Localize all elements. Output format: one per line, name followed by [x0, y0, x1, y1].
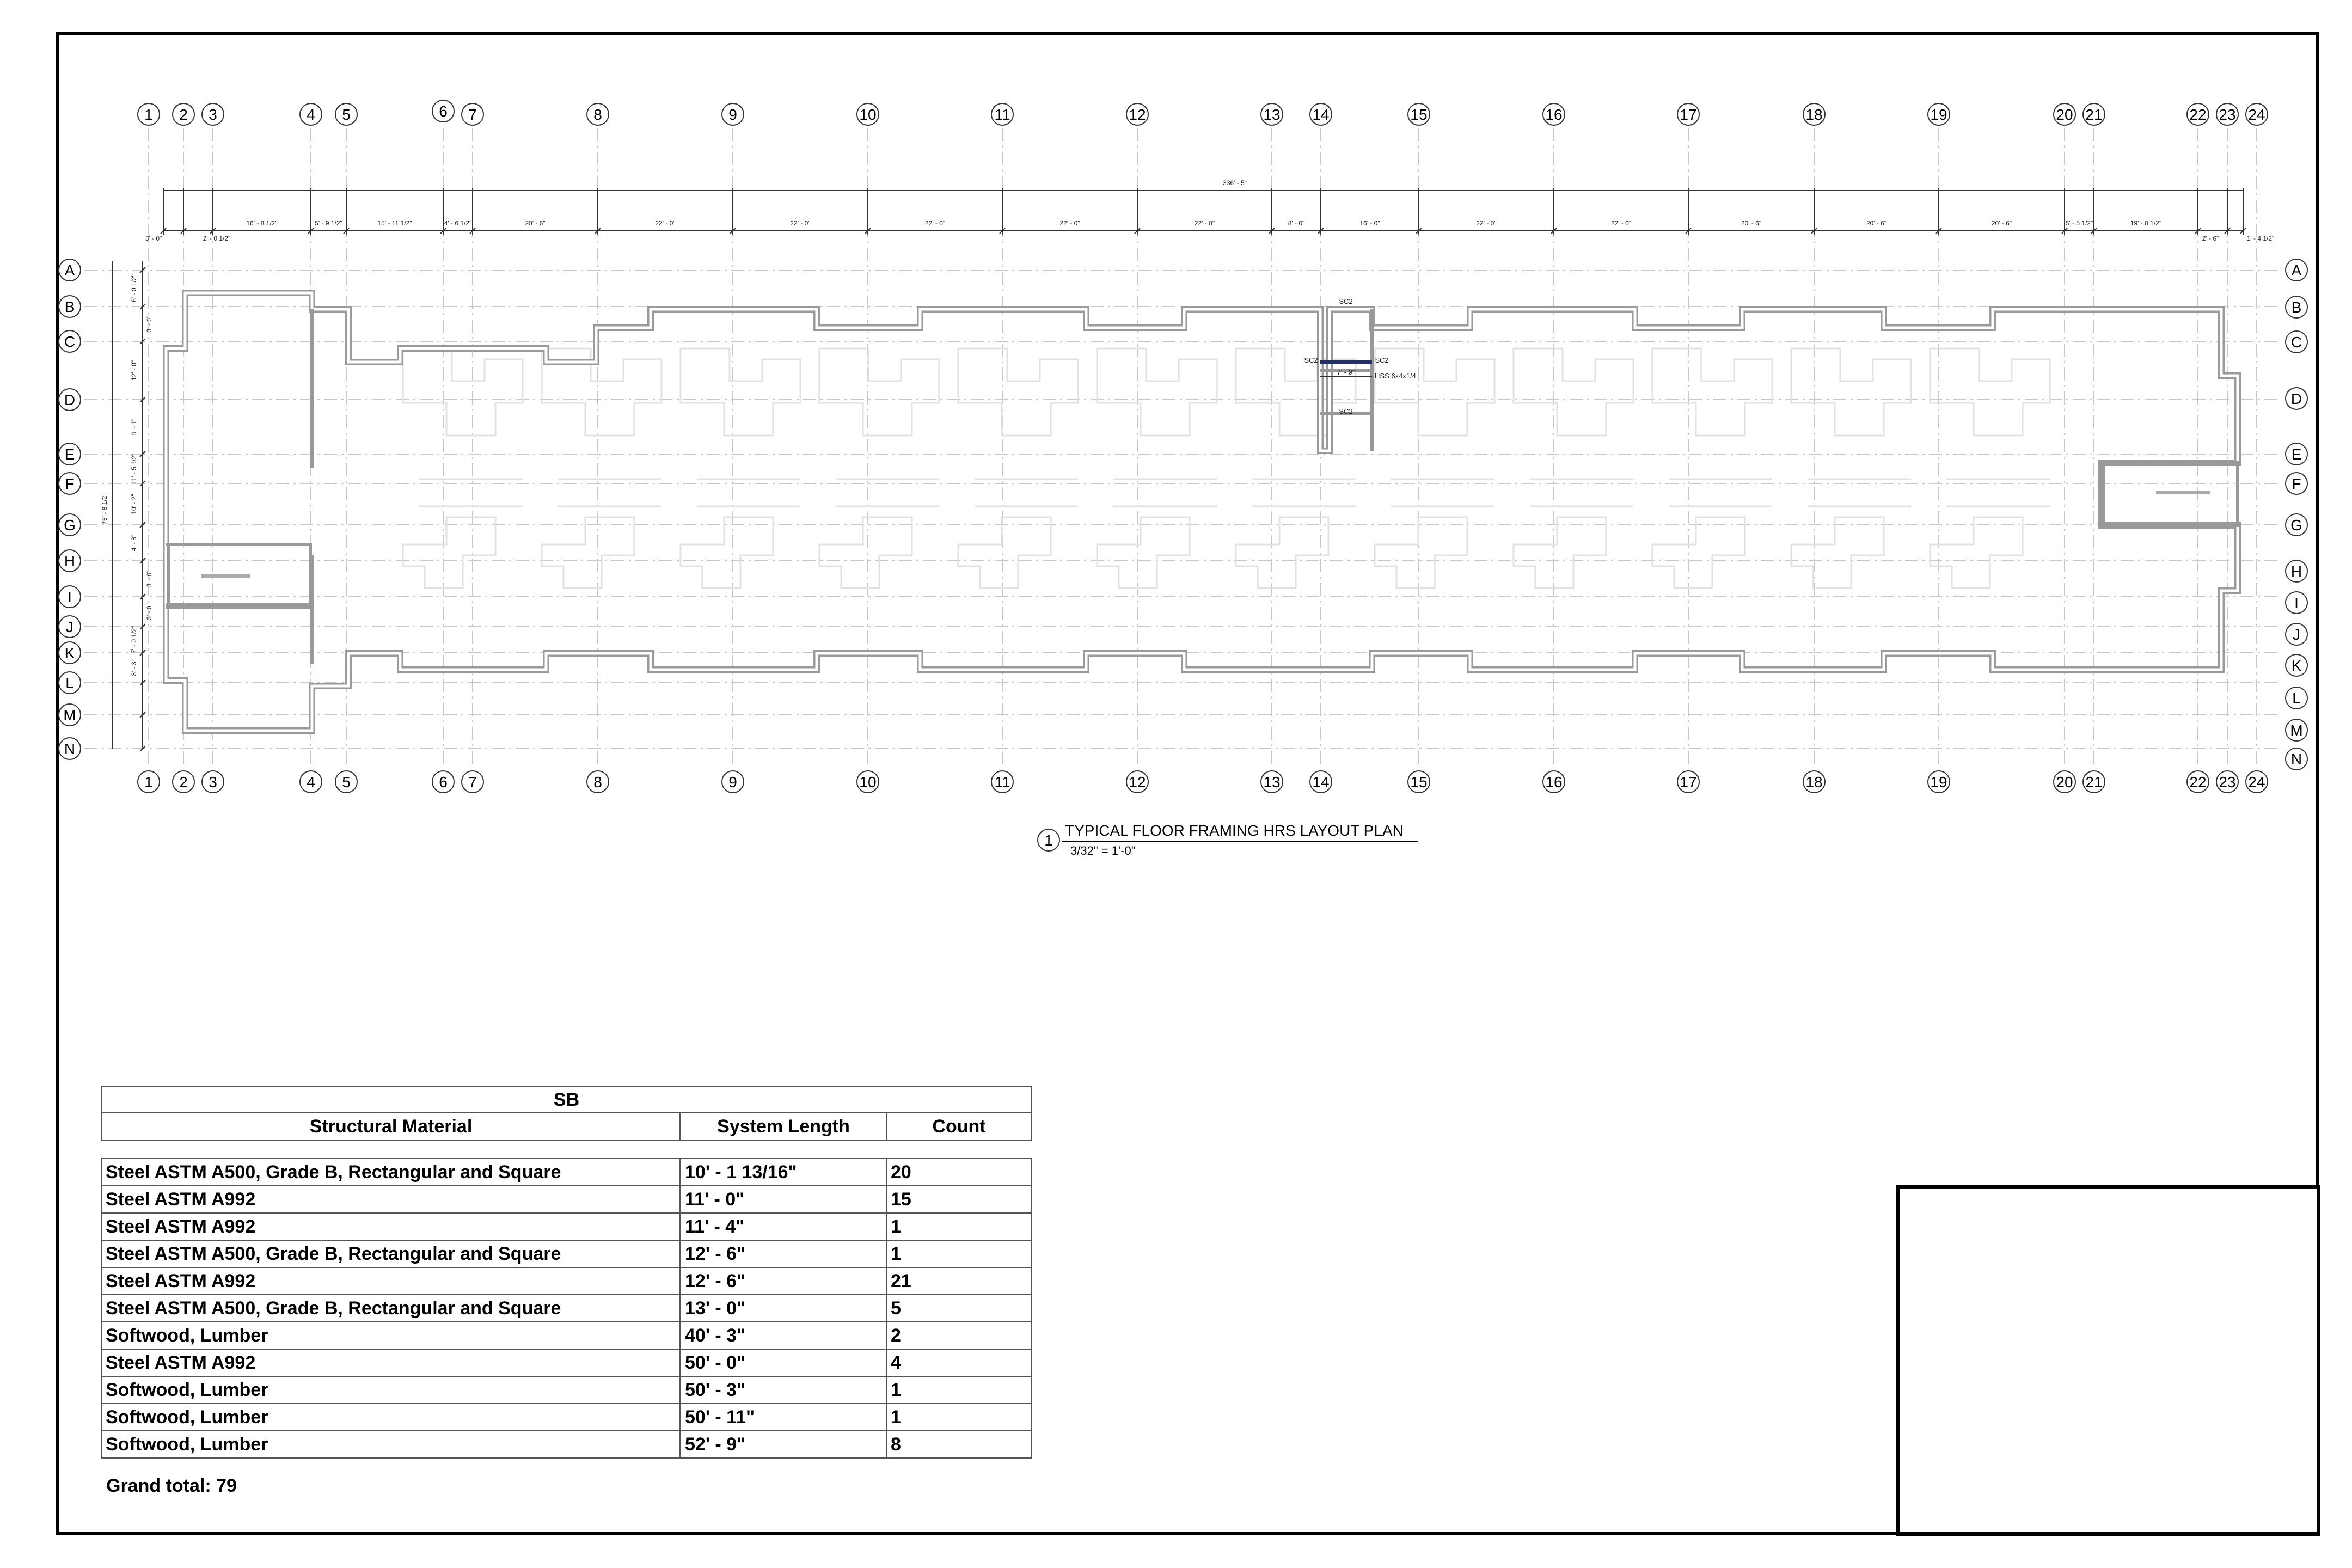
- unit-outline: [1791, 517, 1884, 588]
- grid-bubble-right-L: [2286, 687, 2307, 709]
- grid-bubble-label: A: [64, 262, 75, 279]
- table-row: [102, 1322, 1031, 1349]
- grid-bubble-right-C: [2286, 331, 2307, 353]
- view-scale-text: 3/32" = 1'-0": [1070, 844, 1136, 857]
- dimension-text: 22' - 0": [1059, 219, 1080, 227]
- grid-bubble-label: 20: [2056, 774, 2073, 791]
- grid-bubble-bottom-5: [335, 771, 357, 793]
- dimension-text: 9' - 1": [130, 418, 138, 436]
- grid-bubble-bottom-3: [202, 771, 224, 793]
- dimension-text: 20' - 6": [1866, 219, 1887, 227]
- grid-bubble-label: F: [65, 475, 75, 492]
- grid-bubble-label: 13: [1263, 106, 1281, 123]
- material-cell: Softwood, Lumber: [102, 1404, 680, 1431]
- grid-bubble-left-L: [59, 672, 81, 694]
- grid-bubble-top-11: [991, 103, 1013, 125]
- grid-bubble-label: D: [2290, 390, 2302, 407]
- grid-bubble-right-B: [2286, 296, 2307, 318]
- dimension-text: 3' - 3": [130, 659, 138, 676]
- length-cell: 12' - 6": [680, 1240, 887, 1267]
- grid-bubble-left-H: [59, 550, 81, 572]
- grid-bubble-left-M: [59, 704, 81, 726]
- grid-bubble-bottom-12: [1126, 771, 1148, 793]
- dimension-text: 22' - 0": [1476, 219, 1497, 227]
- grid-bubble-bottom-20: [2054, 771, 2075, 793]
- dimension-text: 19' - 0 1/2": [2130, 219, 2162, 227]
- count-cell: 8: [887, 1431, 1031, 1458]
- grid-bubble-top-19: [1928, 103, 1950, 125]
- grid-bubble-label: 3: [209, 774, 217, 791]
- grid-bubble-label: 12: [1129, 106, 1146, 123]
- grid-bubble-label: 15: [1410, 106, 1428, 123]
- grid-bubble-label: 21: [2085, 774, 2103, 791]
- grid-bubble-label: K: [64, 645, 75, 661]
- grid-bubble-top-14: [1310, 103, 1332, 125]
- grid-bubble-top-1: [138, 103, 160, 125]
- grid-bubble-top-6: [432, 100, 454, 122]
- unit-outline: [1514, 517, 1606, 588]
- count-cell: 20: [887, 1159, 1031, 1186]
- grid-bubble-bottom-14: [1310, 771, 1332, 793]
- grid-bubble-top-8: [587, 103, 609, 125]
- dimension-text: 20' - 6": [1741, 219, 1762, 227]
- dimension-text: 5' - 5 1/2": [2065, 219, 2093, 227]
- dimension-text: 4' - 6 1/2": [444, 219, 472, 227]
- unit-outline: [1930, 517, 2023, 588]
- grid-bubble-label: I: [2294, 595, 2299, 611]
- grid-bubble-label: 13: [1263, 774, 1281, 791]
- table-row: [102, 1404, 1031, 1431]
- material-cell: Steel ASTM A500, Grade B, Rectangular and Square: [102, 1240, 680, 1267]
- length-cell: 52' - 9": [680, 1431, 887, 1458]
- grid-bubble-right-K: [2286, 654, 2307, 676]
- unit-outline: [1236, 517, 1328, 588]
- dimension-text: 3' - 0": [145, 235, 162, 242]
- column-header-length: System Length: [680, 1113, 887, 1140]
- grid-bubble-top-9: [722, 103, 744, 125]
- unit-outline: [403, 348, 523, 436]
- material-cell: Softwood, Lumber: [102, 1322, 680, 1349]
- beam-tag: SC2: [1339, 297, 1353, 305]
- grid-bubble-label: 7: [468, 106, 477, 123]
- schedule-title-row: [102, 1087, 1031, 1113]
- count-cell: 4: [887, 1349, 1031, 1376]
- grid-bubble-label: 9: [728, 774, 737, 791]
- grid-bubble-top-10: [857, 103, 879, 125]
- table-row: [102, 1213, 1031, 1240]
- grid-bubble-label: 20: [2056, 106, 2073, 123]
- grid-bubble-label: 4: [307, 106, 315, 123]
- count-cell: 1: [887, 1376, 1031, 1404]
- grand-total: Grand total: 79: [106, 1475, 237, 1496]
- grid-bubble-bottom-13: [1261, 771, 1283, 793]
- table-row: [102, 1349, 1031, 1376]
- grid-bubble-bottom-21: [2083, 771, 2105, 793]
- unit-outline: [403, 517, 495, 588]
- material-cell: Softwood, Lumber: [102, 1431, 680, 1458]
- count-cell: 5: [887, 1295, 1031, 1322]
- table-row: [102, 1186, 1031, 1213]
- grid-bubble-label: 4: [307, 774, 315, 791]
- structural-material-schedule: [101, 1086, 1032, 1459]
- table-row: [102, 1431, 1031, 1458]
- column-header-count: Count: [887, 1113, 1031, 1140]
- grid-bubble-right-D: [2286, 388, 2307, 409]
- table-row: [102, 1240, 1031, 1267]
- grid-bubble-label: 10: [859, 774, 877, 791]
- dimension-text: 20' - 6": [525, 219, 546, 227]
- grid-bubble-left-E: [59, 443, 81, 465]
- grid-bubble-label: 16: [1545, 106, 1563, 123]
- grid-bubble-label: L: [65, 675, 74, 691]
- count-cell: 1: [887, 1213, 1031, 1240]
- unit-outline: [1097, 517, 1190, 588]
- grid-bubble-label: 23: [2219, 774, 2236, 791]
- unit-outline: [681, 517, 773, 588]
- grid-bubble-label: 19: [1930, 774, 1947, 791]
- grid-bubble-right-N: [2286, 748, 2307, 770]
- grid-bubble-top-2: [173, 103, 194, 125]
- grid-bubble-label: N: [64, 740, 76, 757]
- dimension-text: 10' - 2": [130, 494, 138, 514]
- grid-bubble-left-K: [59, 642, 81, 664]
- length-cell: 11' - 0": [680, 1186, 887, 1213]
- grid-bubble-top-24: [2246, 103, 2268, 125]
- grid-bubble-label: 2: [179, 774, 188, 791]
- interior-wall: [166, 309, 312, 664]
- grid-bubble-label: 18: [1805, 774, 1823, 791]
- grid-bubble-label: 24: [2248, 106, 2265, 123]
- grid-bubble-bottom-24: [2246, 771, 2268, 793]
- grid-bubble-bottom-8: [587, 771, 609, 793]
- dimension-text: 7' - 0 1/2": [130, 626, 138, 654]
- dimension-text: [101, 179, 2274, 676]
- grid-bubble-bottom-1: [138, 771, 160, 793]
- material-cell: Steel ASTM A500, Grade B, Rectangular and Square: [102, 1295, 680, 1322]
- dimension-text: 8' - 0": [1288, 219, 1305, 227]
- grid-bubble-label: G: [64, 517, 76, 534]
- grid-bubble-label: C: [64, 333, 76, 350]
- grid-bubble-bottom-17: [1677, 771, 1699, 793]
- table-row: [102, 1159, 1031, 1186]
- grid-bubble-right-E: [2286, 443, 2307, 465]
- unit-outline: [1375, 348, 1494, 436]
- grid-bubble-label: 6: [439, 774, 448, 791]
- grid-bubble-label: L: [2292, 690, 2301, 707]
- grid-bubble-label: 8: [593, 106, 602, 123]
- grid-bubble-left-B: [59, 296, 81, 317]
- grid-bubble-label: M: [2290, 722, 2303, 739]
- dimension-text: 16' - 8 1/2": [246, 219, 278, 227]
- unit-layout-background: [403, 348, 2050, 588]
- dimension-text: 3' - 0": [145, 315, 153, 333]
- unit-outline: [819, 348, 939, 436]
- grid-bubble-label: 10: [859, 106, 877, 123]
- grid-bubble-top-15: [1408, 103, 1430, 125]
- grid-bubble-bottom-6: [432, 771, 454, 793]
- unit-outline: [958, 517, 1051, 588]
- grid-bubble-label: I: [68, 589, 72, 605]
- count-cell: 21: [887, 1267, 1031, 1295]
- unit-outline: [1652, 517, 1745, 588]
- unit-outline: [1791, 348, 1911, 436]
- grid-bubble-label: 19: [1930, 106, 1947, 123]
- beam-tag: SC2: [1304, 356, 1318, 364]
- grid-bubble-label: H: [2290, 563, 2302, 580]
- grid-bubble-top-4: [300, 103, 322, 125]
- material-cell: Steel ASTM A992: [102, 1186, 680, 1213]
- dimension-text: 22' - 0": [1610, 219, 1632, 227]
- grid-bubble-label: 5: [342, 106, 351, 123]
- material-cell: Steel ASTM A992: [102, 1349, 680, 1376]
- grid-bubble-top-5: [335, 103, 357, 125]
- grid-bubble-bottom-18: [1803, 771, 1825, 793]
- material-cell: Steel ASTM A992: [102, 1213, 680, 1240]
- dimension-text: 6' - 0 1/2": [130, 274, 138, 302]
- grid-bubble-label: 1: [144, 106, 153, 123]
- dimension-text: 22' - 0": [655, 219, 676, 227]
- title-block: [1896, 1185, 2320, 1536]
- dimension-text: 12' - 0": [130, 360, 138, 381]
- grid-bubble-top-20: [2054, 103, 2075, 125]
- grid-bubble-label: 17: [1680, 106, 1697, 123]
- grid-bubble-label: B: [64, 298, 75, 315]
- grid-bubble-right-H: [2286, 560, 2307, 582]
- grid-bubble-label: F: [2292, 475, 2301, 492]
- material-cell: Softwood, Lumber: [102, 1376, 680, 1404]
- view-number: 1: [1044, 832, 1053, 849]
- table-row: [102, 1267, 1031, 1295]
- grid-bubble-top-16: [1543, 103, 1565, 125]
- unit-outline: [1514, 348, 1633, 436]
- overall-dimension-text: 336' - 5": [1223, 179, 1247, 187]
- grid-bubble-right-G: [2286, 514, 2307, 536]
- grid-bubble-left-C: [59, 330, 81, 352]
- grid-bubble-label: E: [2291, 446, 2302, 463]
- grid-bubble-left-G: [59, 514, 81, 536]
- grid-bubbles: [59, 100, 2307, 793]
- dimension-text: 20' - 6": [1991, 219, 2012, 227]
- material-cell: Steel ASTM A500, Grade B, Rectangular and Square: [102, 1159, 680, 1186]
- dimension-text: 16' - 0": [1359, 219, 1380, 227]
- grid-bubble-label: 2: [179, 106, 188, 123]
- grid-bubble-top-17: [1677, 103, 1699, 125]
- beam-tag: SC2: [1339, 407, 1353, 415]
- count-cell: 15: [887, 1186, 1031, 1213]
- grid-bubble-label: 22: [2189, 774, 2207, 791]
- beam-length-text: 7' - 9": [1337, 368, 1355, 376]
- grid-bubble-right-J: [2286, 623, 2307, 645]
- grid-bubble-label: B: [2291, 299, 2302, 316]
- grid-bubble-label: 5: [342, 774, 351, 791]
- grid-bubble-label: K: [2291, 657, 2302, 674]
- dimension-text: 11' - 5 1/2": [130, 453, 138, 485]
- grid-bubble-bottom-19: [1928, 771, 1950, 793]
- count-cell: 2: [887, 1322, 1031, 1349]
- grid-bubble-label: 22: [2189, 106, 2207, 123]
- grid-bubble-left-N: [59, 738, 81, 759]
- unit-outline: [1930, 348, 2050, 436]
- length-cell: 50' - 3": [680, 1376, 887, 1404]
- overall-vertical-dimension-text: 75' - 8 1/2": [101, 493, 108, 525]
- grid-bubble-label: 18: [1805, 106, 1823, 123]
- grid-bubble-bottom-23: [2216, 771, 2238, 793]
- grid-bubble-top-13: [1261, 103, 1283, 125]
- grid-bubble-label: J: [66, 618, 74, 635]
- grid-bubble-top-18: [1803, 103, 1825, 125]
- grid-bubble-label: E: [64, 446, 75, 463]
- grid-bubble-top-7: [462, 103, 483, 125]
- grid-bubble-left-J: [59, 616, 81, 638]
- dimension-text: 22' - 0": [790, 219, 811, 227]
- grid-bubble-label: 8: [593, 774, 602, 791]
- grid-bubble-label: 24: [2248, 774, 2265, 791]
- dimension-text: 15' - 11 1/2": [377, 219, 412, 227]
- grid-bubble-label: 16: [1545, 774, 1563, 791]
- grid-bubble-label: 15: [1410, 774, 1428, 791]
- grid-bubble-top-3: [202, 103, 224, 125]
- grid-bubble-bottom-2: [173, 771, 194, 793]
- grid-bubble-label: G: [2290, 517, 2302, 534]
- dimension-text: 22' - 0": [924, 219, 946, 227]
- dimension-text: 4' - 8": [130, 534, 138, 552]
- grid-bubble-label: 17: [1680, 774, 1697, 791]
- view-title: [1038, 822, 1418, 857]
- grid-bubble-label: 14: [1312, 106, 1330, 123]
- count-cell: 1: [887, 1240, 1031, 1267]
- length-cell: 50' - 11": [680, 1404, 887, 1431]
- grid-bubble-label: H: [64, 553, 76, 569]
- unit-outline: [1097, 348, 1217, 436]
- column-header-material: Structural Material: [102, 1113, 680, 1140]
- grid-bubble-label: 7: [468, 774, 477, 791]
- beam-tag: SC2: [1375, 356, 1389, 364]
- grid-bubble-bottom-16: [1543, 771, 1565, 793]
- grid-bubble-label: 6: [439, 103, 448, 120]
- grid-bubble-bottom-15: [1408, 771, 1430, 793]
- grid-bubble-label: 11: [994, 106, 1010, 123]
- schedule-title: SB: [102, 1087, 1031, 1113]
- grid-bubble-top-22: [2187, 103, 2209, 125]
- grid-bubble-top-23: [2216, 103, 2238, 125]
- view-title-text: TYPICAL FLOOR FRAMING HRS LAYOUT PLAN: [1065, 822, 1404, 839]
- grid-bubble-left-A: [59, 259, 81, 281]
- grid-bubble-right-F: [2286, 473, 2307, 494]
- dimension-text: 2' - 0 1/2": [203, 235, 231, 242]
- length-cell: 11' - 4": [680, 1213, 887, 1240]
- dimension-text: 2' - 6": [2202, 235, 2219, 242]
- grid-bubble-label: 1: [144, 774, 153, 791]
- unit-outline: [1375, 517, 1467, 588]
- material-cell: Steel ASTM A992: [102, 1267, 680, 1295]
- grid-bubble-right-I: [2286, 592, 2307, 614]
- beam-section-text: HSS 6x4x1/4: [1375, 372, 1416, 380]
- grid-bubble-label: 21: [2085, 106, 2103, 123]
- grid-bubble-left-F: [59, 473, 81, 494]
- grid-bubble-bottom-9: [722, 771, 744, 793]
- count-cell: 1: [887, 1404, 1031, 1431]
- grid-bubble-left-D: [59, 389, 81, 411]
- length-cell: 40' - 3": [680, 1322, 887, 1349]
- grid-bubble-bottom-22: [2187, 771, 2209, 793]
- grid-bubble-label: 12: [1129, 774, 1146, 791]
- schedule-spacer: [102, 1140, 1031, 1159]
- length-cell: 50' - 0": [680, 1349, 887, 1376]
- grid-bubble-label: C: [2290, 334, 2302, 351]
- grid-bubble-right-M: [2286, 719, 2307, 741]
- unit-outline: [958, 348, 1078, 436]
- grid-bubble-top-12: [1126, 103, 1148, 125]
- grid-bubble-left-I: [59, 586, 81, 608]
- grid-bubble-bottom-7: [462, 771, 483, 793]
- dimension-text: 22' - 0": [1194, 219, 1215, 227]
- grid-bubble-label: 3: [209, 106, 217, 123]
- grid-bubble-bottom-4: [300, 771, 322, 793]
- grid-bubble-label: 23: [2219, 106, 2236, 123]
- length-cell: 13' - 0": [680, 1295, 887, 1322]
- dimension-text: 5' - 9 1/2": [315, 219, 342, 227]
- grid-bubble-label: J: [2293, 626, 2300, 643]
- table-row: [102, 1295, 1031, 1322]
- grid-bubble-label: M: [63, 707, 76, 724]
- dimension-text: 1' - 4 1/2": [2246, 235, 2275, 242]
- grid-bubble-label: D: [64, 391, 76, 408]
- grid-bubble-label: A: [2291, 262, 2302, 279]
- grid-bubble-label: 14: [1312, 774, 1330, 791]
- grid-bubble-bottom-11: [991, 771, 1013, 793]
- grid-bubble-right-A: [2286, 259, 2307, 281]
- length-cell: 10' - 1 13/16": [680, 1159, 887, 1186]
- unit-outline: [819, 517, 912, 588]
- grid-bubble-label: 9: [728, 106, 737, 123]
- dimension-text: 3' - 0": [145, 570, 153, 587]
- unit-outline: [681, 348, 800, 436]
- unit-outline: [1652, 348, 1772, 436]
- dimension-text: 3' - 0": [145, 603, 153, 620]
- grid-bubble-bottom-10: [857, 771, 879, 793]
- schedule-header-row: [102, 1113, 1031, 1140]
- grid-bubble-label: N: [2290, 751, 2302, 768]
- grid-bubble-top-21: [2083, 103, 2105, 125]
- length-cell: 12' - 6": [680, 1267, 887, 1295]
- unit-outline: [542, 517, 634, 588]
- table-row: [102, 1376, 1031, 1404]
- grid-bubble-label: 11: [994, 774, 1010, 791]
